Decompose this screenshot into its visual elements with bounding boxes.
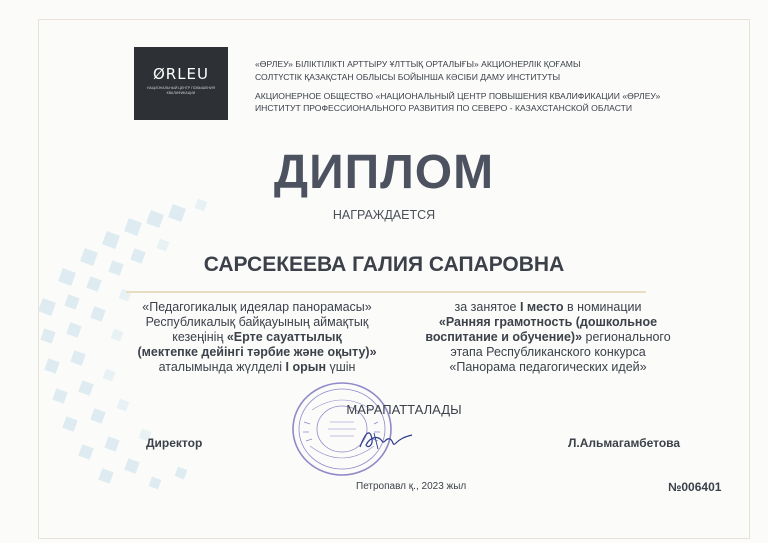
kz-nomination-start: «Ерте сауаттылық — [226, 330, 342, 344]
director-label: Директор — [146, 436, 203, 450]
kz-line3-text: кезеңінің — [172, 330, 227, 344]
director-name: Л.Альмагамбетова — [568, 436, 681, 450]
kz-line2: Республикалық байқауының аймақтық — [145, 315, 369, 329]
kz-place: I орын — [285, 360, 326, 374]
header-ru-line1: АКЦИОНЕРНОЕ ОБЩЕСТВО «НАЦИОНАЛЬНЫЙ ЦЕНТР ПОВЫШЕНИЯ КВАЛИФИКАЦИИ «ӨРЛЕУ» — [255, 91, 661, 101]
header-kz-line1: «ӨРЛЕУ» БІЛІКТІЛІКТІ АРТТЫРУ ҰЛТТЫҚ ОРТАЛЫҒЫ» АКЦИОНЕРЛІК ҚОҒАМЫ — [255, 59, 581, 69]
recipient-name: САРСЕКЕЕВА ГАЛИЯ САПАРОВНА — [203, 253, 565, 276]
awarded-kz: МАРАПАТТАЛАДЫ — [346, 402, 462, 417]
diploma-title: ДИПЛОМ — [273, 146, 495, 199]
awarded-label: НАГРАЖДАЕТСЯ — [332, 208, 436, 222]
header-kz-line2: СОЛТҮСТІК ҚАЗАҚСТАН ОБЛЫСЫ БОЙЫНША КӘСІБИ ДАМУ ИНСТИТУТЫ — [255, 72, 561, 82]
city-date: Петропавл қ., 2023 жыл — [356, 481, 467, 492]
logo-text: ØRLEU — [152, 65, 210, 83]
kz-nomination-end: (мектепке дейінгі тәрбие және оқыту)» — [137, 345, 377, 359]
ru-place: I место — [519, 300, 564, 314]
header-ru-line2: ИНСТИТУТ ПРОФЕССИОНАЛЬНОГО РАЗВИТИЯ ПО СЕВЕРО - КАЗАХСТАНСКОЙ ОБЛАСТИ — [255, 103, 633, 113]
ru-award-text — [423, 300, 673, 375]
kz-line5 — [132, 360, 382, 375]
director-signature — [356, 425, 416, 455]
ru-line1-end: в номинации — [563, 300, 642, 314]
kz-line1: «Педагогикалық идеялар панорамасы» — [142, 300, 372, 314]
kz-line5-end: үшін — [326, 360, 356, 374]
kz-line3 — [132, 330, 382, 345]
ru-line3-end: регионального — [582, 330, 671, 344]
kz-line4 — [132, 345, 382, 360]
diploma-number: №006401 — [668, 480, 722, 494]
ru-line2 — [423, 315, 673, 330]
logo-subtitle: НАЦИОНАЛЬНЫЙ ЦЕНТР ПОВЫШЕНИЯ КВАЛИФИКАЦИИ — [146, 86, 216, 95]
kz-award-text — [132, 300, 382, 375]
name-divider — [126, 291, 646, 293]
ru-line3 — [423, 330, 673, 345]
ru-nomination-start: «Ранняя грамотность (дошкольное — [438, 315, 658, 329]
ru-line5: «Панорама педагогических идей» — [449, 360, 647, 374]
ru-nomination-end: воспитание и обучение)» — [425, 330, 583, 344]
orleu-logo — [134, 47, 228, 120]
kz-line5-text: аталымында жүлделі — [158, 360, 286, 374]
ru-line1-text: за занятое — [454, 300, 520, 314]
ru-line1 — [423, 300, 673, 315]
ru-line4: этапа Республиканского конкурса — [450, 345, 646, 359]
